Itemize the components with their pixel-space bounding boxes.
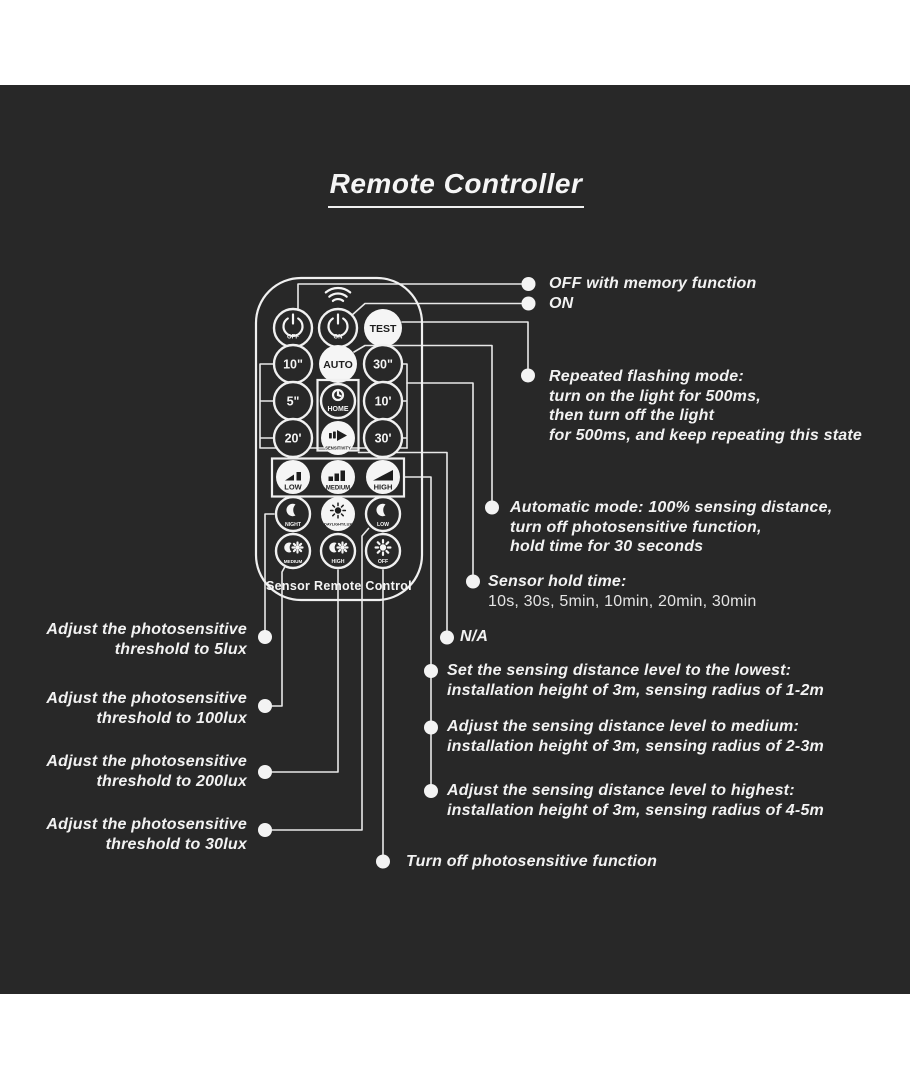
- annotation-medium: Adjust the sensing distance level to medium: installation height of 3m, sensing radius of 2-3m: [447, 718, 824, 755]
- button-test: [364, 309, 402, 347]
- annotation-200lux: Adjust the photosensitive threshold to 200lux: [46, 753, 247, 790]
- annotation-automatic: Automatic mode: 100% sensing distance, turn off photosensitive function, hold time for 30 seconds: [510, 499, 833, 555]
- button-on: [319, 309, 357, 347]
- annotation-photo-off: Turn off photosensitive function: [406, 853, 658, 870]
- signal-waves-icon: [326, 288, 350, 301]
- button-lux-night: [276, 497, 310, 531]
- wire-low-30lux: [272, 529, 369, 831]
- bullet-na: [440, 631, 454, 645]
- button-10m: [364, 382, 402, 420]
- bullet-100lux: [258, 699, 272, 713]
- annotation-lowest: Set the sensing distance level to the lowest: installation height of 3m, sensing radius of 1-2m: [447, 662, 824, 699]
- button-lux-high: [321, 534, 355, 568]
- button-lux-off: [366, 534, 400, 568]
- svg-text:10": 10": [283, 357, 303, 372]
- remote-footer-label: Sensor Remote Control: [266, 579, 412, 593]
- button-30m: [364, 419, 402, 457]
- button-sensitivity: [321, 421, 355, 455]
- svg-text:MEDIUM: MEDIUM: [283, 559, 303, 564]
- page-title: Remote Controller: [328, 168, 585, 208]
- moon-sun-icon: [329, 543, 347, 553]
- annotation-na: N/A: [460, 628, 489, 645]
- bullet-automatic: [485, 501, 499, 515]
- svg-text:LOW: LOW: [376, 522, 390, 528]
- button-5s: [274, 382, 312, 420]
- svg-text:OFF: OFF: [287, 334, 299, 341]
- svg-text:MEDIUM: MEDIUM: [325, 485, 351, 492]
- bullet-200lux: [258, 765, 272, 779]
- annotation-hold-time: Sensor hold time: 10s, 30s, 5min, 10min, 20min, 30min: [488, 573, 757, 610]
- bullet-30lux: [258, 823, 272, 837]
- button-auto: [319, 345, 357, 383]
- svg-text:TEST: TEST: [369, 323, 397, 335]
- svg-text:ON: ON: [333, 334, 343, 341]
- annotation-30lux: Adjust the photosensitive threshold to 30lux: [46, 816, 247, 853]
- bullet-flashing: [521, 369, 535, 383]
- button-10s: [274, 345, 312, 383]
- button-distance-low: [276, 460, 310, 494]
- annotation-100lux: Adjust the photosensitive threshold to 100lux: [46, 690, 247, 727]
- button-lux-medium: [276, 534, 310, 568]
- svg-text:SENSITIVITY: SENSITIVITY: [325, 445, 351, 451]
- bullet-highest: [424, 784, 438, 798]
- button-distance-medium: [321, 460, 355, 494]
- annotation-on: ON: [549, 295, 574, 312]
- button-off: [274, 309, 312, 347]
- wire-hold-time: [407, 383, 473, 575]
- annotation-highest: Adjust the sensing distance level to highest: installation height of 3m, sensing radius of 4-5m: [447, 782, 824, 819]
- button-home: [321, 384, 355, 418]
- svg-text:30": 30": [373, 357, 393, 372]
- bullet-on: [522, 297, 536, 311]
- bullet-lowest: [424, 664, 438, 678]
- bullet-5lux: [258, 630, 272, 644]
- title-wrap: [276, 168, 636, 208]
- svg-text:OFF: OFF: [377, 559, 389, 565]
- bullet-photo-off: [376, 855, 390, 869]
- annotation-5lux: Adjust the photosensitive threshold to 5lux: [46, 621, 247, 658]
- svg-text:DAYLIGHT/LUX: DAYLIGHT/LUX: [324, 522, 352, 527]
- button-30s: [364, 345, 402, 383]
- bullet-medium: [424, 721, 438, 735]
- annotation-flashing: Repeated flashing mode: turn on the light for 500ms, then turn off the light for 500ms, and keep repeating this state: [549, 368, 862, 444]
- svg-text:20': 20': [284, 431, 302, 446]
- sun-icon: [376, 540, 391, 555]
- bullet-hold-time: [466, 575, 480, 589]
- svg-text:5": 5": [286, 394, 300, 409]
- svg-text:LOW: LOW: [284, 482, 302, 492]
- sun-icon: [331, 503, 346, 518]
- wire-night-5lux: [265, 514, 274, 631]
- svg-text:10': 10': [374, 394, 392, 409]
- wire-distance-levels: [404, 477, 431, 791]
- button-lux-low: [366, 497, 400, 531]
- button-distance-high: [366, 460, 400, 494]
- svg-text:HIGH: HIGH: [373, 482, 393, 492]
- button-lux-daylight: [321, 497, 355, 531]
- svg-text:NIGHT: NIGHT: [284, 522, 302, 528]
- bullet-off-memory: [522, 277, 536, 291]
- button-20m: [274, 419, 312, 457]
- svg-text:HIGH: HIGH: [331, 559, 345, 565]
- moon-sun-icon: [284, 543, 302, 553]
- annotation-off-memory: OFF with memory function: [549, 275, 757, 292]
- svg-text:30': 30': [374, 431, 392, 446]
- svg-text:AUTO: AUTO: [323, 359, 353, 371]
- svg-text:HOME: HOME: [327, 406, 349, 413]
